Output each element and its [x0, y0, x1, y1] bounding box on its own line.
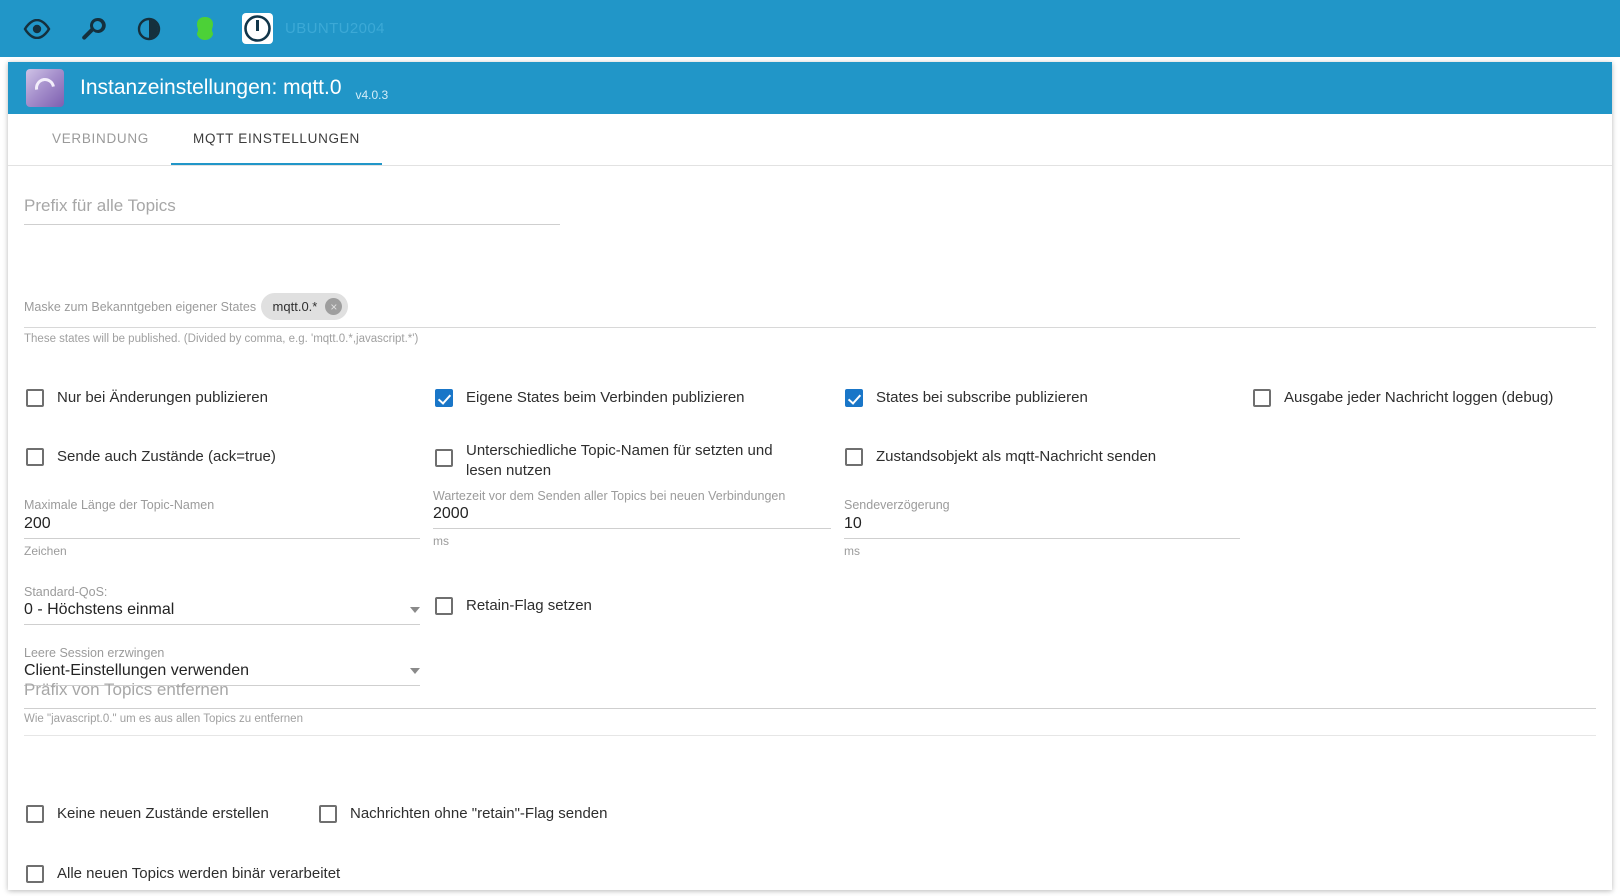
checkbox-box[interactable] — [1253, 389, 1271, 407]
checkbox-box[interactable] — [26, 389, 44, 407]
dialog-header — [8, 62, 1612, 114]
checkbox-nur-bei-aenderungen[interactable] — [26, 388, 268, 408]
tab-mqtt-einstellungen[interactable]: MQTT EINSTELLUNGEN — [171, 114, 382, 165]
checkbox-label: Sende auch Zustände (ack=true) — [57, 448, 276, 465]
checkbox-label: Nachrichten ohne "retain"-Flag senden — [350, 805, 608, 822]
close-icon[interactable]: × — [325, 298, 342, 315]
clean-session-label: Leere Session erzwingen — [24, 646, 165, 660]
send-interval-unit: ms — [844, 544, 860, 558]
checkbox-label: States bei subscribe publizieren — [876, 389, 1088, 406]
max-topic-length-label: Maximale Länge der Topic-Namen — [24, 498, 215, 512]
dialog-version: v4.0.3 — [355, 88, 389, 102]
checkbox-label: Retain-Flag setzen — [466, 597, 592, 614]
divider — [24, 735, 1596, 736]
field-underline — [24, 327, 1596, 328]
checkbox-zustandsobjekt-senden[interactable] — [845, 447, 1156, 467]
checkbox-box[interactable] — [435, 449, 453, 467]
chevron-down-icon[interactable] — [410, 607, 420, 613]
checkbox-debug-logging[interactable] — [1253, 388, 1553, 408]
settings-content — [8, 166, 1612, 890]
publish-mask-chip[interactable] — [261, 293, 349, 320]
brain-icon[interactable] — [190, 14, 220, 44]
checkbox-label: Zustandsobjekt als mqtt-Nachricht senden — [876, 448, 1157, 465]
checkbox-unterschiedliche-topic-namen[interactable] — [435, 441, 811, 481]
send-interval-input[interactable] — [844, 513, 1240, 539]
checkbox-keine-neuen-zustaende[interactable] — [26, 804, 269, 824]
prefix-field — [24, 194, 560, 225]
adapter-icon — [26, 69, 64, 107]
wrench-icon[interactable] — [78, 14, 108, 44]
checkbox-box[interactable] — [26, 448, 44, 466]
checkbox-label: Alle neuen Topics werden binär verarbeitet — [57, 865, 341, 882]
eye-icon[interactable] — [22, 14, 52, 44]
checkbox-box[interactable] — [26, 805, 44, 823]
remove-prefix-field — [24, 678, 1596, 725]
checkbox-label: Nur bei Änderungen publizieren — [57, 389, 268, 406]
max-topic-length-field — [24, 497, 420, 558]
checkbox-retain-flag[interactable] — [435, 596, 592, 616]
tab-bar — [8, 114, 1612, 166]
send-interval-field — [844, 497, 1240, 558]
send-interval-label: Sendeverzögerung — [844, 498, 950, 512]
publish-mask-field — [24, 284, 1596, 345]
publish-mask-label: Maske zum Bekanntgeben eigener States — [24, 300, 257, 314]
dialog-title: Instanzeinstellungen: mqtt.0 — [80, 76, 342, 99]
default-qos-select[interactable] — [24, 585, 420, 625]
wait-before-send-label: Wartezeit vor dem Senden aller Topics bei neuen Verbindungen — [433, 489, 786, 503]
checkbox-eigene-states-publizieren[interactable] — [435, 388, 745, 408]
checkbox-box[interactable] — [26, 865, 44, 883]
checkbox-box[interactable] — [435, 389, 453, 407]
wait-before-send-unit: ms — [433, 534, 449, 548]
power-icon — [242, 13, 273, 44]
checkbox-label: Keine neuen Zustände erstellen — [57, 805, 269, 822]
max-topic-length-unit: Zeichen — [24, 544, 67, 558]
system-topbar — [0, 0, 1620, 57]
host-name-label: UBUNTU2004 — [285, 20, 385, 37]
checkbox-label: Ausgabe jeder Nachricht loggen (debug) — [1284, 389, 1554, 406]
instance-settings-dialog — [8, 62, 1612, 890]
default-qos-value: 0 - Höchstens einmal — [24, 601, 175, 618]
checkbox-box[interactable] — [845, 448, 863, 466]
max-topic-length-input[interactable] — [24, 513, 420, 539]
checkbox-nachrichten-ohne-retain[interactable] — [319, 804, 607, 824]
checkbox-box[interactable] — [435, 597, 453, 615]
clean-session-value: Client-Einstellungen verwenden — [24, 662, 250, 679]
checkbox-states-bei-subscribe[interactable] — [845, 388, 1088, 408]
checkbox-sende-auch-zustaende[interactable] — [26, 447, 276, 467]
checkbox-box[interactable] — [319, 805, 337, 823]
remove-prefix-input[interactable] — [24, 678, 1596, 709]
prefix-input[interactable] — [24, 194, 560, 225]
checkbox-label: Unterschiedliche Topic-Namen für setzten und lesen nutzen — [466, 442, 773, 479]
publish-mask-help: These states will be published. (Divided by comma, e.g. 'mqtt.0.*,javascript.*') — [24, 333, 419, 345]
remove-prefix-help: Wie "javascript.0." um es aus allen Topics zu entfernen — [24, 713, 303, 725]
chevron-down-icon[interactable] — [410, 668, 420, 674]
contrast-icon[interactable] — [134, 14, 164, 44]
wait-before-send-input[interactable] — [433, 503, 831, 529]
default-qos-value-box[interactable] — [24, 599, 420, 625]
checkbox-binaere-topics[interactable] — [26, 864, 340, 884]
chip-label: mqtt.0.* — [272, 299, 318, 314]
wait-before-send-field — [433, 489, 831, 548]
host-badge[interactable] — [242, 13, 385, 44]
checkbox-label: Eigene States beim Verbinden publizieren — [466, 389, 745, 406]
default-qos-label: Standard-QoS: — [24, 585, 108, 599]
checkbox-box[interactable] — [845, 389, 863, 407]
tab-verbindung[interactable]: VERBINDUNG — [52, 131, 150, 146]
